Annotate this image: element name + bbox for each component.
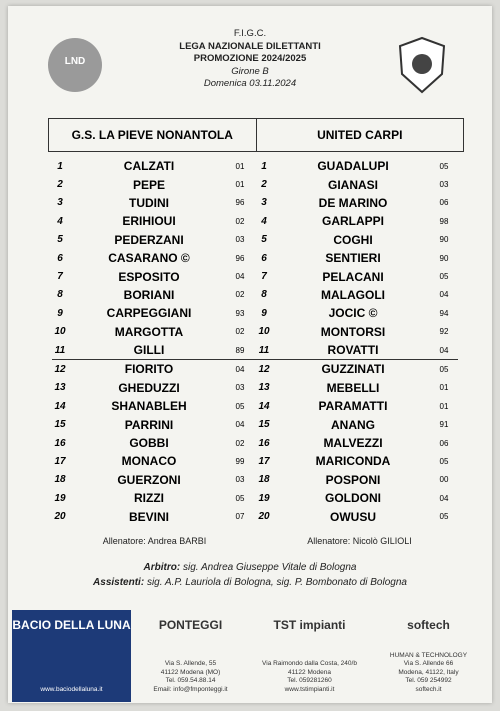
away-player: MALAGOLI [321,287,385,302]
home-number: 19 [54,492,66,504]
sponsor-line: Email: info@fmponteggi.it [153,685,228,693]
header [8,28,492,91]
roster-row [52,434,458,452]
away-number: 15 [258,419,270,431]
home-player: GOBBI [129,436,169,451]
home-player: SHANABLEH [111,399,187,414]
sponsor-line: Tel. 059.54.88.14 [165,677,216,684]
away-number: 10 [258,326,270,338]
home-shirt-year: 05 [235,493,245,503]
away-player: PELACANI [322,269,384,284]
away-player: PARAMATTI [318,399,388,414]
away-player: MARICONDA [315,454,391,469]
lnd-logo: LND [48,38,102,92]
sponsor-line: HUMAN & TECHNOLOGY [389,651,468,659]
sponsor-ad [12,610,131,702]
away-number: 7 [261,271,267,283]
home-coach: Allenatore: Andrea BARBI [102,536,207,546]
away-number: 8 [261,289,267,301]
referee: sig. Andrea Giuseppe Vitale di Bologna [183,562,357,573]
home-shirt-year: 89 [235,345,245,355]
away-shirt-year: 04 [439,345,449,355]
officials [8,562,492,588]
home-number: 9 [57,307,63,319]
home-player: ERIHIOUI [122,214,176,229]
home-number: 10 [54,326,66,338]
home-shirt-year: 04 [235,364,245,374]
home-number: 8 [57,289,63,301]
away-shirt-year: 05 [439,512,449,522]
away-number: 11 [258,344,270,356]
away-shirt-year: 92 [439,327,449,337]
roster-row [52,359,458,378]
home-player: FIORITO [124,362,174,377]
away-player: MALVEZZI [323,436,383,451]
away-player: JOCIC © [328,306,378,321]
group: Girone B [231,65,269,77]
away-player: ANANG [331,417,375,432]
roster-row [52,194,458,212]
sponsor-line: Via S. Allende 66 [403,660,454,667]
sponsor-line: 41122 Modena (MO) [160,668,221,676]
home-shirt-year: 96 [235,198,245,208]
assistants-label: Assistenti: [93,577,145,588]
roster-row [52,471,458,489]
home-player: CALZATI [123,159,175,174]
home-shirt-year: 02 [235,327,245,337]
away-number: 9 [261,307,267,319]
home-number: 7 [57,271,63,283]
home-shirt-year: 02 [235,438,245,448]
home-number: 17 [54,455,66,467]
home-number: 2 [57,179,63,191]
home-shirt-year: 02 [235,290,245,300]
teams-header [48,118,464,152]
home-number: 4 [57,215,63,227]
coaches [52,536,462,546]
sponsor-ad [131,610,250,702]
away-shirt-year: 91 [439,420,449,430]
home-number: 16 [54,437,66,449]
roster-row [52,415,458,433]
home-shirt-year: 07 [235,512,245,522]
roster-row [52,452,458,470]
away-player: ROVATTI [327,343,379,358]
home-shirt-year: 99 [235,456,245,466]
away-number: 14 [258,400,270,412]
home-player: MONACO [121,454,177,469]
sponsor-line: Tel. 059 254992 [405,677,452,684]
away-shirt-year: 06 [439,198,449,208]
home-number: 18 [54,474,66,486]
federation: F.I.G.C. [233,28,267,39]
away-shirt-year: 05 [439,272,449,282]
roster-row [52,286,458,304]
away-shirt-year: 03 [439,180,449,190]
away-player: MEBELLI [326,380,380,395]
away-player: COGHI [333,232,373,247]
sponsor-name: BACIO DELLA LUNA [12,618,131,632]
roster-row [52,323,458,341]
home-shirt-year: 02 [235,216,245,226]
away-shirt-year: 01 [439,383,449,393]
away-number: 16 [258,437,270,449]
away-player: MONTORSI [320,324,386,339]
sponsor-line: Modena, 41122, Italy [398,668,459,676]
home-player: PEDERZANI [114,232,184,247]
away-shirt-year: 05 [439,364,449,374]
sponsor-line: www.baciodellaluna.it [40,685,103,693]
home-player: BEVINI [128,509,169,524]
away-number: 5 [261,234,267,246]
away-shirt-year: 05 [439,456,449,466]
away-player: POSPONI [325,472,381,487]
roster-row [52,231,458,249]
roster-row [52,212,458,230]
away-team: UNITED CARPI [256,119,464,151]
away-number: 20 [258,511,270,523]
home-player: RIZZI [134,491,164,506]
away-player: GARLAPPI [321,214,384,229]
home-number: 20 [54,511,66,523]
league: LEGA NAZIONALE DILETTANTI [179,40,321,52]
roster-row [52,489,458,507]
roster-row [52,267,458,285]
away-number: 18 [258,474,270,486]
home-player: BORIANI [123,287,175,302]
away-number: 4 [261,215,267,227]
home-player: PARRINI [124,417,174,432]
away-shirt-year: 90 [439,253,449,263]
sponsors-bar [12,610,488,702]
home-number: 14 [54,400,66,412]
home-team: G.S. LA PIEVE NONANTOLA [71,128,233,142]
sponsor-line: Via S. Allende, 55 [164,660,217,667]
match-date: Domenica 03.11.2024 [203,78,297,89]
home-player: GUERZONI [117,472,181,487]
home-shirt-year: 05 [235,401,245,411]
sponsor-line: Via Raimondo dalla Costa, 240/b [262,660,357,667]
away-shirt-year: 90 [439,235,449,245]
away-number: 13 [258,382,270,394]
roster-row [52,397,458,415]
lineup-sheet [8,6,492,703]
away-player: GOLDONI [325,491,381,506]
assistants: sig. A.P. Lauriola di Bologna, sig. P. Bombonato di Bologna [146,577,407,588]
home-shirt-year: 01 [235,161,245,171]
home-shirt-year: 93 [235,308,245,318]
home-shirt-year: 03 [235,475,245,485]
roster-row [52,507,458,525]
away-shirt-year: 98 [439,216,449,226]
sponsor-line: Tel. 059281260 [287,677,332,684]
referee-label: Arbitro: [143,562,181,573]
away-shirt-year: 06 [439,438,449,448]
sponsor-line: softech.it [415,685,442,693]
away-player: GUADALUPI [317,159,389,174]
home-player: CASARANO © [108,251,190,266]
home-number: 12 [54,363,66,375]
sponsor-ad [250,610,369,702]
home-player: TUDINI [129,195,169,210]
roster-row [52,249,458,267]
home-shirt-year: 04 [235,420,245,430]
away-shirt-year: 04 [439,290,449,300]
away-player: SENTIERI [325,251,381,266]
away-number: 19 [258,492,270,504]
home-number: 15 [54,419,66,431]
home-player: CARPEGGIANI [106,306,192,321]
home-number: 11 [54,344,66,356]
away-player: GUZZINATI [321,362,385,377]
away-number: 12 [258,363,270,375]
away-shirt-year: 04 [439,493,449,503]
home-shirt-year: 96 [235,253,245,263]
away-player: GIANASI [327,177,378,192]
away-coach: Allenatore: Nicolò GILIOLI [307,536,412,546]
home-shirt-year: 01 [235,180,245,190]
roster-table [52,157,458,526]
roster-row [52,341,458,359]
home-player: ESPOSITO [118,269,180,284]
away-player: DE MARINO [318,195,388,210]
sponsor-line: 41122 Modena [288,668,331,676]
away-number: 6 [261,252,267,264]
away-number: 1 [261,160,267,172]
home-player: GHEDUZZI [118,380,180,395]
roster-row [52,379,458,397]
sponsor-name: TST impianti [273,618,346,632]
roster-row [52,304,458,322]
away-number: 3 [261,197,267,209]
home-number: 6 [57,252,63,264]
away-shirt-year: 94 [439,308,449,318]
sponsor-line: www.tstimpianti.it [284,685,335,693]
home-number: 1 [57,160,63,172]
home-number: 3 [57,197,63,209]
away-shirt-year: 01 [439,401,449,411]
home-player: MARGOTTA [114,324,184,339]
home-number: 13 [54,382,66,394]
roster-row [52,175,458,193]
sponsor-ad [369,610,488,702]
home-player: PEPE [132,177,165,192]
away-shirt-year: 05 [439,161,449,171]
away-shirt-year: 00 [439,475,449,485]
away-number: 2 [261,179,267,191]
away-number: 17 [258,455,270,467]
away-player: OWUSU [330,509,376,524]
roster-row [52,157,458,175]
competition: PROMOZIONE 2024/2025 [193,53,307,64]
home-shirt-year: 03 [235,383,245,393]
home-number: 5 [57,234,63,246]
sponsor-name: softech [407,618,450,632]
home-shirt-year: 03 [235,235,245,245]
home-shirt-year: 04 [235,272,245,282]
sponsor-name: PONTEGGI [158,618,223,632]
home-player: GILLI [133,343,165,358]
